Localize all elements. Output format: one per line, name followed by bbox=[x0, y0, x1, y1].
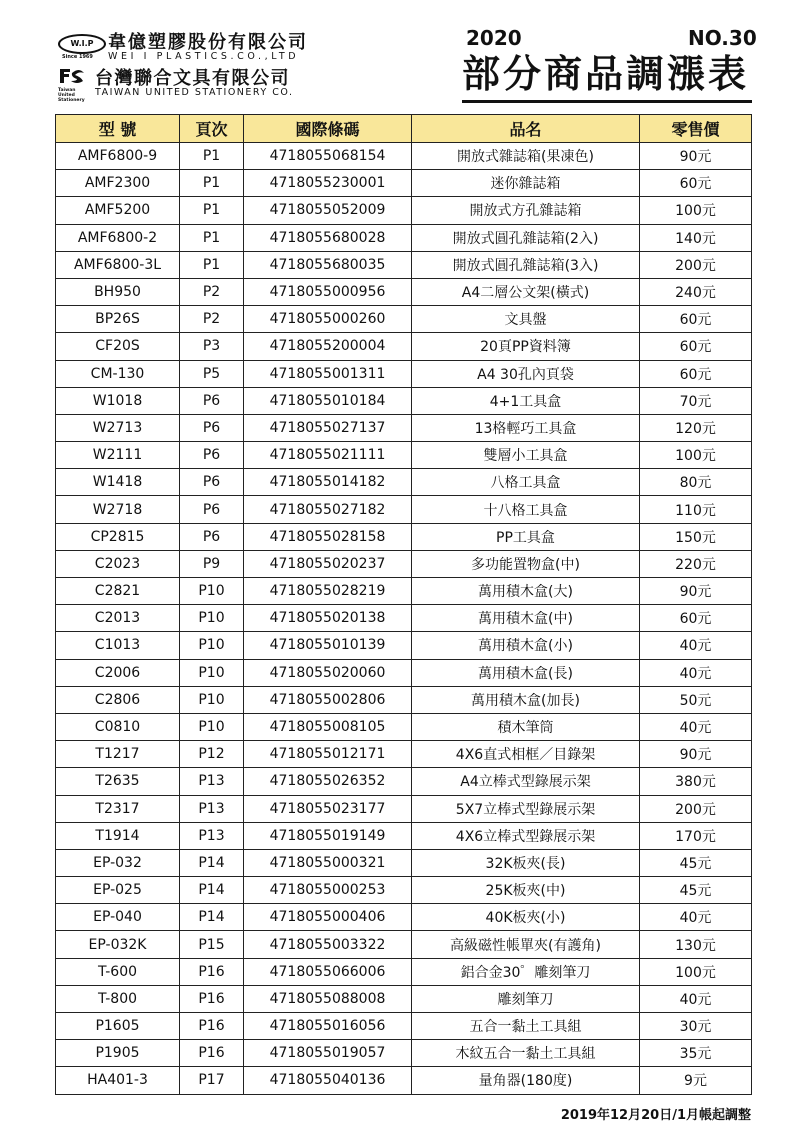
page-cell: P17 bbox=[180, 1067, 244, 1094]
model-cell: EP-032K bbox=[56, 931, 180, 958]
since-label: Since 1969 bbox=[62, 54, 93, 60]
model-cell: CM-130 bbox=[56, 360, 180, 387]
model-cell: P1905 bbox=[56, 1040, 180, 1067]
product-name-cell: 量角器(180度) bbox=[412, 1067, 640, 1094]
table-row bbox=[56, 822, 752, 849]
barcode-cell: 4718055000253 bbox=[244, 877, 412, 904]
price-cell: 380元 bbox=[640, 768, 752, 795]
model-cell: C2806 bbox=[56, 686, 180, 713]
table-row bbox=[56, 985, 752, 1012]
barcode-cell: 4718055010184 bbox=[244, 387, 412, 414]
product-name-cell: 開放式圓孔雜誌箱(2入) bbox=[412, 224, 640, 251]
price-cell: 40元 bbox=[640, 632, 752, 659]
table-row bbox=[56, 469, 752, 496]
price-cell: 60元 bbox=[640, 360, 752, 387]
table-row bbox=[56, 197, 752, 224]
price-cell: 170元 bbox=[640, 822, 752, 849]
price-table bbox=[55, 114, 752, 1095]
table-row bbox=[56, 387, 752, 414]
page-cell: P2 bbox=[180, 278, 244, 305]
page-cell: P3 bbox=[180, 333, 244, 360]
page-cell: P6 bbox=[180, 469, 244, 496]
barcode-cell: 4718055002806 bbox=[244, 686, 412, 713]
price-cell: 240元 bbox=[640, 278, 752, 305]
price-cell: 90元 bbox=[640, 143, 752, 170]
product-name-cell: 5X7立棒式型錄展示架 bbox=[412, 795, 640, 822]
price-cell: 130元 bbox=[640, 931, 752, 958]
page-cell: P1 bbox=[180, 224, 244, 251]
price-cell: 50元 bbox=[640, 686, 752, 713]
price-cell: 120元 bbox=[640, 414, 752, 441]
page-cell: P16 bbox=[180, 1040, 244, 1067]
document-header bbox=[0, 0, 800, 112]
barcode-cell: 4718055028219 bbox=[244, 578, 412, 605]
product-name-cell: 開放式圓孔雜誌箱(3入) bbox=[412, 251, 640, 278]
page-cell: P10 bbox=[180, 578, 244, 605]
year-label: 2020 bbox=[466, 26, 522, 50]
barcode-cell: 4718055680035 bbox=[244, 251, 412, 278]
barcode-cell: 4718055040136 bbox=[244, 1067, 412, 1094]
product-name-cell: 13格輕巧工具盒 bbox=[412, 414, 640, 441]
barcode-cell: 4718055008105 bbox=[244, 713, 412, 740]
table-row bbox=[56, 170, 752, 197]
product-name-cell: 萬用積木盒(大) bbox=[412, 578, 640, 605]
model-cell: W1418 bbox=[56, 469, 180, 496]
product-name-cell: 高級磁性帳單夾(有護角) bbox=[412, 931, 640, 958]
model-cell: C2013 bbox=[56, 605, 180, 632]
page-cell: P16 bbox=[180, 958, 244, 985]
price-cell: 220元 bbox=[640, 550, 752, 577]
barcode-cell: 4718055020237 bbox=[244, 550, 412, 577]
page-cell: P1 bbox=[180, 197, 244, 224]
product-name-cell: 雕刻筆刀 bbox=[412, 985, 640, 1012]
table-row bbox=[56, 904, 752, 931]
table-row bbox=[56, 795, 752, 822]
model-cell: C0810 bbox=[56, 713, 180, 740]
model-cell: T-800 bbox=[56, 985, 180, 1012]
barcode-cell: 4718055000406 bbox=[244, 904, 412, 931]
barcode-cell: 4718055066006 bbox=[244, 958, 412, 985]
table-row bbox=[56, 605, 752, 632]
barcode-cell: 4718055021111 bbox=[244, 442, 412, 469]
price-cell: 90元 bbox=[640, 578, 752, 605]
model-cell: W1018 bbox=[56, 387, 180, 414]
price-cell: 200元 bbox=[640, 251, 752, 278]
price-cell: 60元 bbox=[640, 333, 752, 360]
barcode-cell: 4718055001311 bbox=[244, 360, 412, 387]
model-cell: T1914 bbox=[56, 822, 180, 849]
barcode-cell: 4718055000260 bbox=[244, 306, 412, 333]
price-cell: 60元 bbox=[640, 605, 752, 632]
table-row bbox=[56, 849, 752, 876]
model-cell: AMF6800-3L bbox=[56, 251, 180, 278]
barcode-cell: 4718055088008 bbox=[244, 985, 412, 1012]
header-barcode: 國際條碼 bbox=[244, 115, 412, 143]
product-name-cell: 4+1工具盒 bbox=[412, 387, 640, 414]
barcode-cell: 4718055019057 bbox=[244, 1040, 412, 1067]
barcode-cell: 4718055052009 bbox=[244, 197, 412, 224]
page-cell: P10 bbox=[180, 713, 244, 740]
page-cell: P1 bbox=[180, 251, 244, 278]
model-cell: W2718 bbox=[56, 496, 180, 523]
product-name-cell: A4 30孔內頁袋 bbox=[412, 360, 640, 387]
model-cell: T2317 bbox=[56, 795, 180, 822]
page-cell: P16 bbox=[180, 985, 244, 1012]
page-cell: P10 bbox=[180, 686, 244, 713]
price-cell: 100元 bbox=[640, 197, 752, 224]
product-name-cell: 開放式方孔雜誌箱 bbox=[412, 197, 640, 224]
product-name-cell: 開放式雜誌箱(果凍色) bbox=[412, 143, 640, 170]
company2-name-en: TAIWAN UNITED STATIONERY CO. bbox=[95, 87, 294, 98]
product-name-cell: PP工具盒 bbox=[412, 523, 640, 550]
product-name-cell: 萬用積木盒(中) bbox=[412, 605, 640, 632]
price-cell: 30元 bbox=[640, 1013, 752, 1040]
table-row bbox=[56, 877, 752, 904]
price-cell: 150元 bbox=[640, 523, 752, 550]
table-row bbox=[56, 306, 752, 333]
model-cell: C2006 bbox=[56, 659, 180, 686]
page-cell: P10 bbox=[180, 659, 244, 686]
barcode-cell: 4718055200004 bbox=[244, 333, 412, 360]
model-cell: CF20S bbox=[56, 333, 180, 360]
page-cell: P13 bbox=[180, 822, 244, 849]
company1-name-en: WEI I PLASTICS.CO.,LTD bbox=[108, 51, 300, 62]
barcode-cell: 4718055012171 bbox=[244, 741, 412, 768]
barcode-cell: 4718055680028 bbox=[244, 224, 412, 251]
page-cell: P10 bbox=[180, 605, 244, 632]
price-cell: 40元 bbox=[640, 713, 752, 740]
barcode-cell: 4718055010139 bbox=[244, 632, 412, 659]
table-row bbox=[56, 251, 752, 278]
barcode-cell: 4718055026352 bbox=[244, 768, 412, 795]
page-cell: P9 bbox=[180, 550, 244, 577]
page-cell: P12 bbox=[180, 741, 244, 768]
table-row bbox=[56, 958, 752, 985]
product-name-cell: 萬用積木盒(加長) bbox=[412, 686, 640, 713]
price-cell: 110元 bbox=[640, 496, 752, 523]
barcode-cell: 4718055016056 bbox=[244, 1013, 412, 1040]
product-name-cell: 4X6直式相框／目錄架 bbox=[412, 741, 640, 768]
table-row bbox=[56, 278, 752, 305]
header-model: 型 號 bbox=[56, 115, 180, 143]
barcode-cell: 4718055028158 bbox=[244, 523, 412, 550]
page-cell: P6 bbox=[180, 523, 244, 550]
price-cell: 90元 bbox=[640, 741, 752, 768]
table-row bbox=[56, 632, 752, 659]
header-page: 頁次 bbox=[180, 115, 244, 143]
table-row bbox=[56, 1067, 752, 1094]
model-cell: HA401-3 bbox=[56, 1067, 180, 1094]
price-cell: 45元 bbox=[640, 877, 752, 904]
price-cell: 9元 bbox=[640, 1067, 752, 1094]
price-cell: 60元 bbox=[640, 306, 752, 333]
price-cell: 35元 bbox=[640, 1040, 752, 1067]
page-cell: P6 bbox=[180, 442, 244, 469]
page-cell: P16 bbox=[180, 1013, 244, 1040]
product-name-cell: 木紋五合一黏土工具組 bbox=[412, 1040, 640, 1067]
tus-logo-caption: Taiwan United Stationery bbox=[58, 88, 85, 103]
model-cell: AMF2300 bbox=[56, 170, 180, 197]
product-name-cell: 萬用積木盒(長) bbox=[412, 659, 640, 686]
table-row bbox=[56, 360, 752, 387]
model-cell: AMF6800-9 bbox=[56, 143, 180, 170]
product-name-cell: A4立棒式型錄展示架 bbox=[412, 768, 640, 795]
tus-logo bbox=[57, 65, 87, 87]
model-cell: BP26S bbox=[56, 306, 180, 333]
barcode-cell: 4718055068154 bbox=[244, 143, 412, 170]
table-row bbox=[56, 741, 752, 768]
model-cell: CP2815 bbox=[56, 523, 180, 550]
barcode-cell: 4718055023177 bbox=[244, 795, 412, 822]
product-name-cell: 積木筆筒 bbox=[412, 713, 640, 740]
price-cell: 200元 bbox=[640, 795, 752, 822]
table-row bbox=[56, 686, 752, 713]
product-name-cell: A4二層公文架(橫式) bbox=[412, 278, 640, 305]
model-cell: C2023 bbox=[56, 550, 180, 577]
product-name-cell: 迷你雜誌箱 bbox=[412, 170, 640, 197]
effective-date-note: 2019年12月20日/1月帳起調整 bbox=[560, 1108, 751, 1123]
barcode-cell: 4718055003322 bbox=[244, 931, 412, 958]
page-cell: P1 bbox=[180, 143, 244, 170]
model-cell: EP-040 bbox=[56, 904, 180, 931]
table-row bbox=[56, 1040, 752, 1067]
table-row bbox=[56, 1013, 752, 1040]
barcode-cell: 4718055027182 bbox=[244, 496, 412, 523]
product-name-cell: 25K板夾(中) bbox=[412, 877, 640, 904]
model-cell: EP-025 bbox=[56, 877, 180, 904]
page-cell: P13 bbox=[180, 768, 244, 795]
model-cell: W2713 bbox=[56, 414, 180, 441]
price-cell: 60元 bbox=[640, 170, 752, 197]
page-cell: P2 bbox=[180, 306, 244, 333]
model-cell: C1013 bbox=[56, 632, 180, 659]
page-cell: P14 bbox=[180, 849, 244, 876]
company2-name-zh: 台灣聯合文具有限公司 bbox=[95, 68, 290, 89]
price-cell: 40元 bbox=[640, 985, 752, 1012]
price-cell: 45元 bbox=[640, 849, 752, 876]
barcode-cell: 4718055020060 bbox=[244, 659, 412, 686]
page-cell: P13 bbox=[180, 795, 244, 822]
table-row bbox=[56, 414, 752, 441]
table-row bbox=[56, 550, 752, 577]
table-row bbox=[56, 224, 752, 251]
model-cell: W2111 bbox=[56, 442, 180, 469]
model-cell: AMF6800-2 bbox=[56, 224, 180, 251]
price-cell: 40元 bbox=[640, 904, 752, 931]
company1-name-zh: 韋億塑膠股份有限公司 bbox=[108, 32, 308, 53]
price-cell: 80元 bbox=[640, 469, 752, 496]
page-cell: P10 bbox=[180, 632, 244, 659]
page-cell: P1 bbox=[180, 170, 244, 197]
page-cell: P5 bbox=[180, 360, 244, 387]
model-cell: EP-032 bbox=[56, 849, 180, 876]
product-name-cell: 萬用積木盒(小) bbox=[412, 632, 640, 659]
model-cell: C2821 bbox=[56, 578, 180, 605]
barcode-cell: 4718055019149 bbox=[244, 822, 412, 849]
product-name-cell: 32K板夾(長) bbox=[412, 849, 640, 876]
page-cell: P15 bbox=[180, 931, 244, 958]
table-row bbox=[56, 496, 752, 523]
model-cell: BH950 bbox=[56, 278, 180, 305]
barcode-cell: 4718055230001 bbox=[244, 170, 412, 197]
header-retail-price: 零售價 bbox=[640, 115, 752, 143]
table-row bbox=[56, 523, 752, 550]
model-cell: P1605 bbox=[56, 1013, 180, 1040]
table-row bbox=[56, 659, 752, 686]
product-name-cell: 八格工具盒 bbox=[412, 469, 640, 496]
price-cell: 100元 bbox=[640, 442, 752, 469]
table-row bbox=[56, 333, 752, 360]
barcode-cell: 4718055027137 bbox=[244, 414, 412, 441]
product-name-cell: 4X6立棒式型錄展示架 bbox=[412, 822, 640, 849]
table-row bbox=[56, 768, 752, 795]
price-cell: 40元 bbox=[640, 659, 752, 686]
product-name-cell: 鋁合金30゜雕刻筆刀 bbox=[412, 958, 640, 985]
product-name-cell: 20頁PP資料簿 bbox=[412, 333, 640, 360]
table-row bbox=[56, 442, 752, 469]
table-row bbox=[56, 931, 752, 958]
page-cell: P6 bbox=[180, 496, 244, 523]
product-name-cell: 雙層小工具盒 bbox=[412, 442, 640, 469]
page-cell: P14 bbox=[180, 877, 244, 904]
page-cell: P6 bbox=[180, 414, 244, 441]
model-cell: AMF5200 bbox=[56, 197, 180, 224]
model-cell: T-600 bbox=[56, 958, 180, 985]
price-cell: 70元 bbox=[640, 387, 752, 414]
page-title: 部分商品調漲表 bbox=[462, 52, 750, 96]
table-row bbox=[56, 713, 752, 740]
product-name-cell: 五合一黏土工具組 bbox=[412, 1013, 640, 1040]
table-row bbox=[56, 578, 752, 605]
barcode-cell: 4718055000321 bbox=[244, 849, 412, 876]
price-cell: 140元 bbox=[640, 224, 752, 251]
product-name-cell: 文具盤 bbox=[412, 306, 640, 333]
product-name-cell: 十八格工具盒 bbox=[412, 496, 640, 523]
product-name-cell: 多功能置物盒(中) bbox=[412, 550, 640, 577]
barcode-cell: 4718055014182 bbox=[244, 469, 412, 496]
document-number: NO.30 bbox=[688, 26, 757, 50]
table-row bbox=[56, 143, 752, 170]
header-product-name: 品名 bbox=[412, 115, 640, 143]
barcode-cell: 4718055000956 bbox=[244, 278, 412, 305]
table-header-row bbox=[56, 115, 752, 143]
page-cell: P6 bbox=[180, 387, 244, 414]
price-cell: 100元 bbox=[640, 958, 752, 985]
wip-logo: W.I.P bbox=[58, 34, 106, 54]
model-cell: T1217 bbox=[56, 741, 180, 768]
title-underline bbox=[462, 100, 752, 103]
model-cell: T2635 bbox=[56, 768, 180, 795]
barcode-cell: 4718055020138 bbox=[244, 605, 412, 632]
page-cell: P14 bbox=[180, 904, 244, 931]
product-name-cell: 40K板夾(小) bbox=[412, 904, 640, 931]
